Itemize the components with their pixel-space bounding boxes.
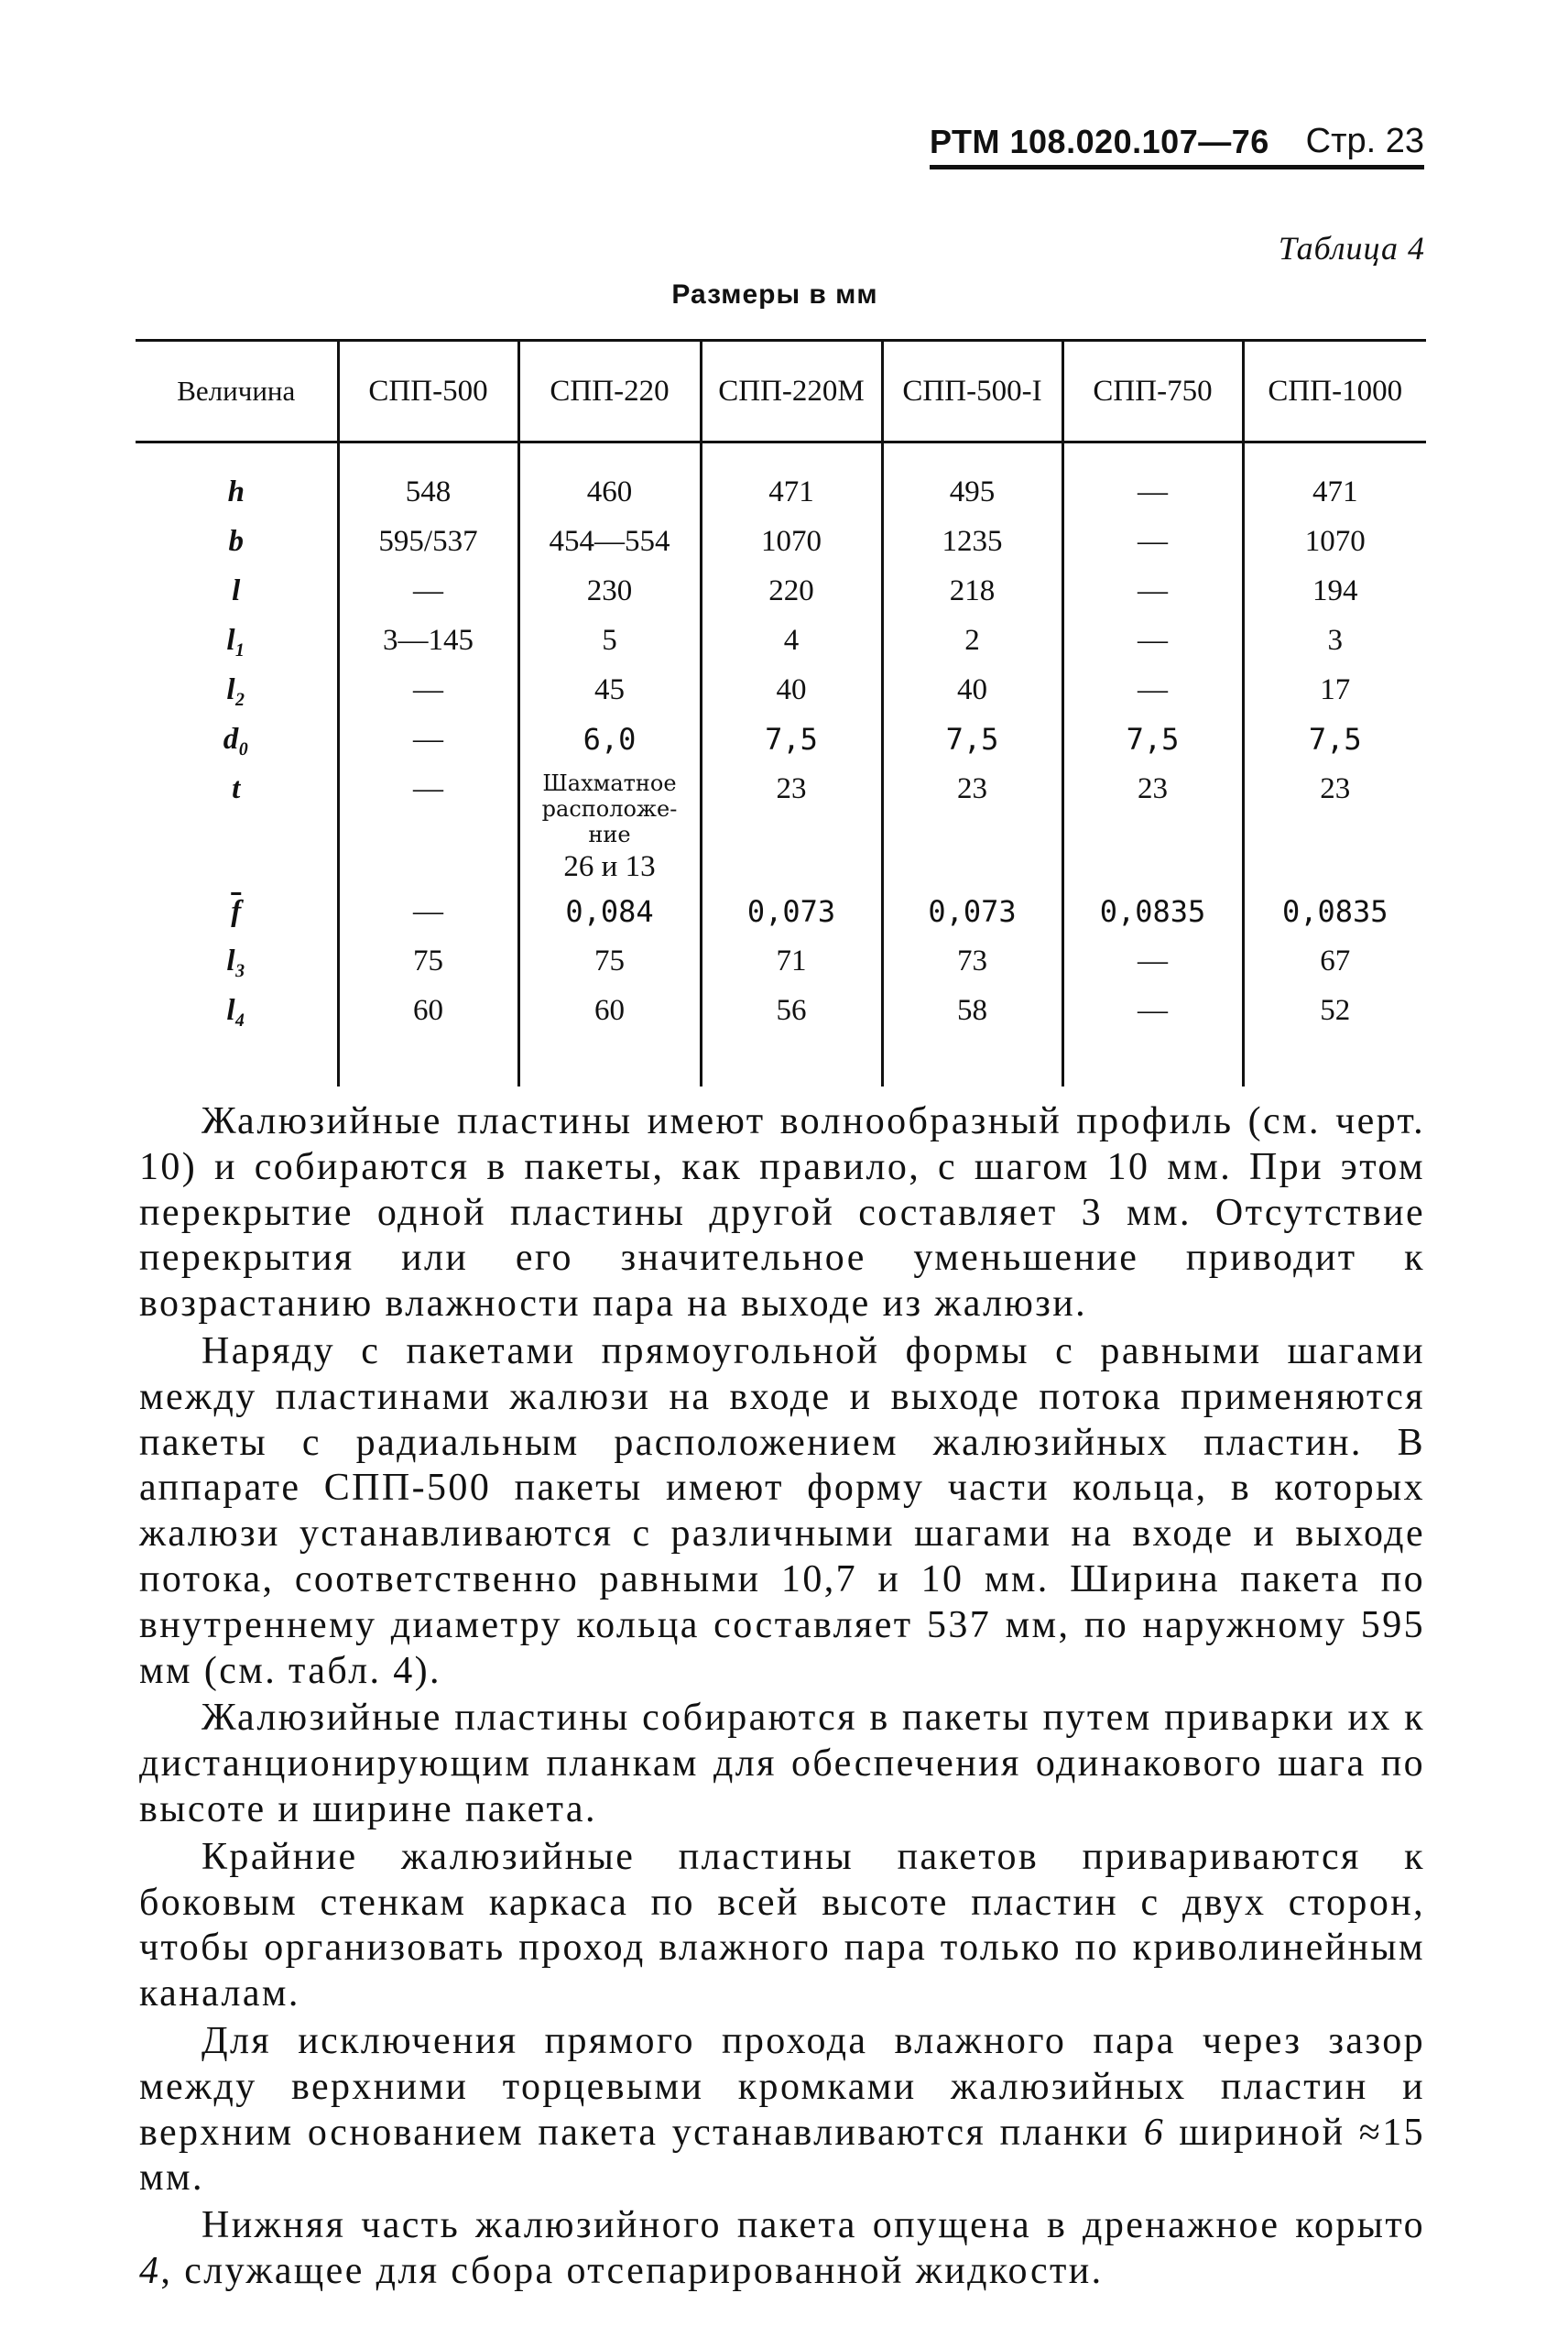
table-cell: — — [338, 566, 518, 616]
page-number: Стр. 23 — [1305, 122, 1424, 160]
note-line: ние — [588, 822, 631, 847]
table-cell: 0,0835 — [1243, 887, 1426, 936]
table-cell: 454—554 — [518, 517, 701, 566]
quantity-symbol: b — [228, 525, 244, 558]
table-cell: 45 — [518, 665, 701, 715]
table-header-row — [136, 341, 1426, 442]
column-header: Величина — [136, 341, 338, 442]
table-cell: — — [1062, 616, 1243, 665]
table-cell: — — [1062, 986, 1243, 1035]
table-row — [136, 986, 1426, 1035]
table-cell: 71 — [701, 936, 882, 986]
table-cell: 67 — [1243, 936, 1426, 986]
quantity-symbol: l₂ — [226, 673, 246, 706]
note-line: Шахматное — [542, 770, 677, 796]
table-row — [136, 566, 1426, 616]
table-cell: 56 — [701, 986, 882, 1035]
table-cell: 1070 — [1243, 517, 1426, 566]
table-cell: — — [338, 665, 518, 715]
table-cell: 1235 — [882, 517, 1062, 566]
table-row — [136, 936, 1426, 986]
table-cell: 2 — [882, 616, 1062, 665]
table-cell: 471 — [701, 467, 882, 517]
table-units-caption: Размеры в мм — [671, 279, 878, 310]
table-cell: 60 — [518, 986, 701, 1035]
paragraph: Жалюзийные пластины собираются в пакеты путем приварки их к дистанционирующим планкам для обеспечения одинакового шага по высоте и ширине пакета. — [139, 1697, 1425, 1830]
table-cell: 75 — [338, 936, 518, 986]
table-cell: 7,5 — [1243, 715, 1426, 764]
table-row — [136, 715, 1426, 764]
table-cell: 40 — [701, 665, 882, 715]
table-cell: — — [1062, 566, 1243, 616]
note-line: 26 и 13 — [563, 850, 656, 883]
quantity-symbol: h — [227, 475, 245, 508]
table-cell: 218 — [882, 566, 1062, 616]
item-reference: 4 — [139, 2249, 161, 2292]
table-row — [136, 887, 1426, 936]
table-cell: 52 — [1243, 986, 1426, 1035]
dimensions-table — [136, 339, 1426, 1087]
column-header: СПП-220 — [518, 341, 701, 442]
quantity-symbol: l₁ — [226, 624, 246, 657]
quantity-symbol: t — [232, 772, 241, 805]
table-cell: 5 — [518, 616, 701, 665]
table-cell: — — [1062, 665, 1243, 715]
table-cell: 23 — [1062, 764, 1243, 887]
paragraph: Крайние жалюзийные пластины пакетов привариваются к боковым стенкам каркаса по всей высоте пластин с двух сторон, чтобы организовать проход влажного пара только по криволинейным каналам. — [139, 1835, 1425, 2015]
table-cell: — — [1062, 517, 1243, 566]
table-cell: 194 — [1243, 566, 1426, 616]
table-cell: 23 — [882, 764, 1062, 887]
table-cell: 60 — [338, 986, 518, 1035]
paragraph: Наряду с пакетами прямоугольной формы с равными шагами между пластинами жалюзи на входе и выходе потока применяются пакеты с радиальным расположением жалюзийных пластин. В аппарате СПП-500 пакеты имеют форму части кольца, в которых жалюзи устанавливаются с различными шагами на входе и выходе потока, соответственно равными 10,7 и 10 мм. Ширина пакета по внутреннему диаметру кольца составляет 537 мм, по наружному 595 мм (см. табл. 4). — [139, 1329, 1425, 1692]
table-spacer-row — [136, 1035, 1426, 1087]
table-cell: 0,073 — [701, 887, 882, 936]
table-cell: — — [338, 887, 518, 936]
table-cell: 23 — [1243, 764, 1426, 887]
table-cell: 460 — [518, 467, 701, 517]
table-spacer-row — [136, 442, 1426, 468]
item-reference: 6 — [1143, 2111, 1166, 2154]
table-cell: 495 — [882, 467, 1062, 517]
table-cell: 0,073 — [882, 887, 1062, 936]
table-row — [136, 764, 1426, 887]
quantity-symbol: l — [232, 574, 241, 607]
table-cell: 3—145 — [338, 616, 518, 665]
paragraph: Жалюзийные пластины имеют волнообразный профиль (см. черт. 10) и собираются в пакеты, как правило, с шагом 10 мм. При этом перекрытие одной пластины другой составляет 3 мм. Отсутствие перекрытия или его значительное уменьшение приводит к возрастанию влажности пара на выходе из жалюзи. — [139, 1100, 1425, 1326]
table-cell: 548 — [338, 467, 518, 517]
table-cell: 471 — [1243, 467, 1426, 517]
table-cell: 7,5 — [1062, 715, 1243, 764]
table-cell: 17 — [1243, 665, 1426, 715]
column-header: СПП-500-I — [882, 341, 1062, 442]
quantity-symbol: l₃ — [226, 945, 246, 977]
column-header: СПП-750 — [1062, 341, 1243, 442]
table-cell: 23 — [701, 764, 882, 887]
table-row — [136, 467, 1426, 517]
table-cell: 7,5 — [701, 715, 882, 764]
table-row — [136, 616, 1426, 665]
table-cell: 220 — [701, 566, 882, 616]
column-header: СПП-500 — [338, 341, 518, 442]
column-header: СПП-220М — [701, 341, 882, 442]
column-header: СПП-1000 — [1243, 341, 1426, 442]
table-cell: 75 — [518, 936, 701, 986]
quantity-symbol: l₄ — [226, 994, 246, 1027]
document-code: РТМ 108.020.107—76 — [930, 123, 1269, 160]
table-cell: — — [1062, 467, 1243, 517]
table-cell: 58 — [882, 986, 1062, 1035]
note-line: расположе- — [541, 796, 678, 822]
table-cell: — — [338, 715, 518, 764]
table-cell: 7,5 — [882, 715, 1062, 764]
quantity-symbol: $\overline{f}$ — [231, 895, 242, 928]
table-cell: 3 — [1243, 616, 1426, 665]
table-cell: 6,0 — [518, 715, 701, 764]
table-cell: 595/537 — [338, 517, 518, 566]
table-cell: 0,084 — [518, 887, 701, 936]
table-cell: — — [1062, 936, 1243, 986]
quantity-symbol: d₀ — [223, 723, 249, 756]
table-cell: 4 — [701, 616, 882, 665]
table-label: Таблица 4 — [1278, 230, 1425, 267]
staggered-layout-note — [518, 764, 701, 887]
body-text — [139, 1099, 1425, 2297]
table-cell: 40 — [882, 665, 1062, 715]
table-row — [136, 665, 1426, 715]
table-cell: 73 — [882, 936, 1062, 986]
table-row — [136, 517, 1426, 566]
paragraph: Для исключения прямого прохода влажного пара через зазор между верхними торцевыми кромками жалюзийных пластин и верхним основанием пакета устанавливаются планки 6 шириной ≈15 мм. — [139, 2019, 1425, 2200]
paragraph: Нижняя часть жалюзийного пакета опущена в дренажное корыто 4, служащее для сбора отсепарированной жидкости. — [139, 2204, 1425, 2292]
running-header — [930, 115, 1424, 169]
table-cell: 0,0835 — [1062, 887, 1243, 936]
table-cell: — — [338, 764, 518, 887]
table-cell: 1070 — [701, 517, 882, 566]
table-cell: 230 — [518, 566, 701, 616]
